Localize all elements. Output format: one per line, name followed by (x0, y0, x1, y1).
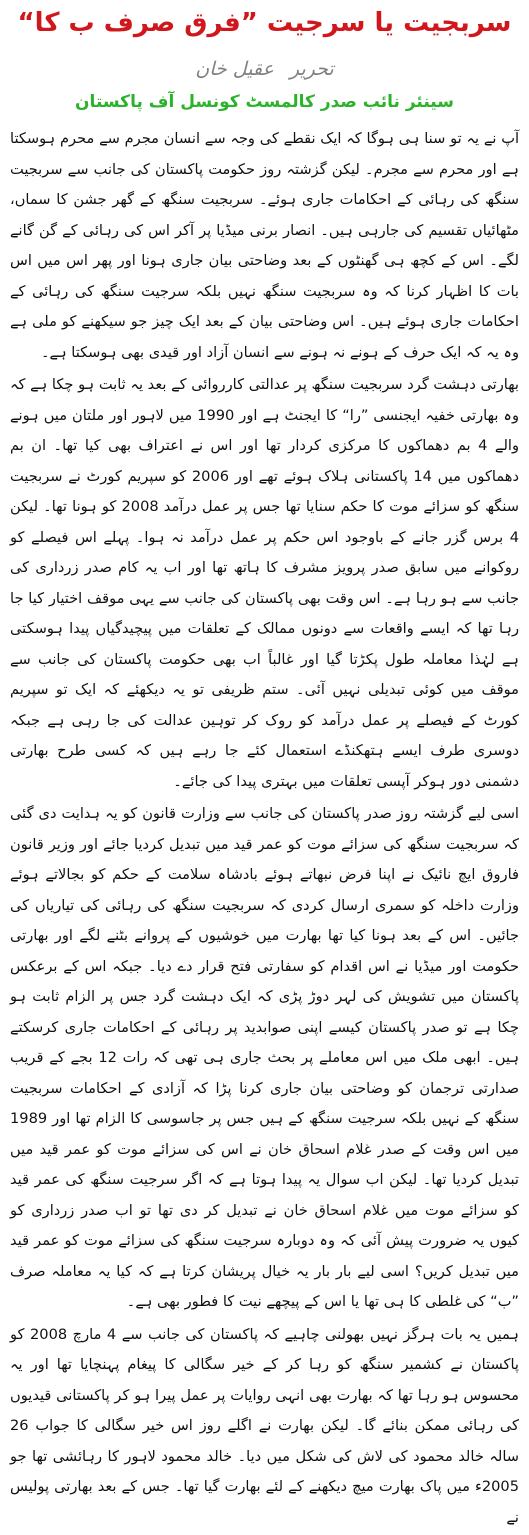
article-header (0, 0, 529, 120)
article-title: سربجیت یا سرجیت ”فرق صرف ب کا“ (17, 8, 512, 38)
paragraph-3: اسی لیے گزشتہ روز صدر پاکستان کی جانب سے وزارت قانون کو یہ ہدایت دی گئی کہ سربجیت سنگھ کی سزائے موت کو عمر قید میں تبدیل کردیا جائے اور وزیر قانون فاروق ایچ نائیک نے اپنا فرض نبھاتے ہوئے بادشاہ سلامت کے حکم کو بجالاتے ہوئے وزارت داخلہ کو سمری ارسال کردی کہ سربجیت سنگھ کی رہائی کی تیاریاں کی جائیں۔ اس کے بعد ہونا کیا تھا بھارت میں خوشیوں کے پروانے بٹنے لگے اور بھارتی حکومت اور میڈیا نے اس اقدام کو سفارتی فتح قرار دے دیا۔ جبکہ اس کے برعکس پاکستان میں تشویش کی لہر دوڑ پڑی کہ ایک دہشت گرد جس پر الزام ثابت ہو چکا ہے تو صدر پاکستان کیسے اپنی صوابدید پر رہائی کے احکامات جاری کرسکتے ہیں۔ ابھی ملک میں اس معاملے پر بحث جاری ہی تھی کہ رات 12 بجے کے قریب صدارتی ترجمان کو وضاحتی بیان جاری کرنا پڑا کہ آزادی کے احکامات سربجیت سنگھ کے نہیں بلکہ سرجیت سنگھ کے ہیں جس پر جاسوسی کا الزام تھا اور 1989 میں اس وقت کے صدر غلام اسحاق خان نے اس کی سزائے موت کو عمر قید میں تبدیل کردیا تھا۔ لیکن اب سوال یہ پیدا ہوتا ہے کہ اگر سرجیت سنگھ کی عمر قید کو سزائے موت میں غلام اسحاق خان نے تبدیل کر دی تھا تو اب صدر زرداری کو کیوں یہ ضرورت پیش آئی کہ وہ دوبارہ سرجیت سنگھ کی سزائے موت کو عمر قید میں تبدیل کریں؟ اسی لیے بار بار یہ خیال پریشان کرتا ہے کہ کیا یہ معاملہ صرف ”ب“ کی غلطی کا ہی تھا یا اس کے پیچھے نیت کا فطور بھی ہے۔ (10, 805, 519, 1310)
byline-label: تحریر (289, 58, 334, 80)
author-position: سینئر نائب صدر کالمسٹ کونسل آف پاکستان (75, 92, 454, 112)
paragraph-1: آپ نے یہ تو سنا ہی ہوگا کہ ایک نقطے کی وجہ سے انسان مجرم سے محرم ہوسکتا ہے اور محرم سے مجرم۔ لیکن گزشتہ روز حکومت پاکستان کی جانب سے سربجیت سنگھ کی رہائی کے احکامات جاری ہوئے۔ سربجیت سنگھ کے گھر جشن کا سماں، مٹھائیاں تقسیم کی جارہی ہیں۔ انصار برنی میڈیا پر آکر اس کی رہائی کے گن گانے لگے۔ اس کے کچھ ہی گھنٹوں کے بعد وضاحتی بیان جاری ہونا اور پھر اس میں اس بات کا اظہار کرنا کہ وہ سربجیت سنگھ نہیں بلکہ سرجیت سنگھ کی رہائی کے احکامات جاری ہوئے ہیں۔ اس وضاحتی بیان کے بعد ایک چیز جو سیکھنے کو ملی ہے وہ یہ کہ ایک حرف کے ہونے نہ ہونے سے انسان آزاد اور قیدی بھی ہوسکتا ہے۔ (10, 130, 519, 361)
author-name: عقیل خان (195, 58, 274, 80)
paragraph-2: بھارتی دہشت گرد سربجیت سنگھ پر عدالتی کارروائی کے بعد یہ ثابت ہو چکا ہے کہ وہ بھارتی خفیہ ایجنسی ”را“ کا ایجنٹ ہے اور 1990 میں لاہور اور ملتان میں ہونے والے 4 بم دھماکوں کا مرکزی کردار تھا اور اس نے اعتراف بھی کیا تھا۔ ان بم دھماکوں میں 14 پاکستانی ہلاک ہوئے تھے اور 2006 کو سپریم کورٹ نے سربجیت سنگھ کو سزائے موت کا حکم سنایا تھا جس پر عمل درآمد 2008 کو ہونا تھا۔ لیکن 4 برس گزر جانے کے باوجود اس حکم پر عمل درآمد نہ ہوا۔ پہلے اس فیصلے کو روکوانے میں سابق صدر پرویز مشرف کا ہاتھ تھا اور اب یہ کام صدر زرداری کی جانب سے ہو رہا ہے۔ اس وقت بھی پاکستان کی جانب سے یہی موقف اختیار کیا جا رہا تھا کہ ایسے واقعات سے دونوں ممالک کے تعلقات میں پیچیدگیاں پیدا ہوسکتی ہے لہٰذا معاملہ طول پکڑتا گیا اور غالباً اب بھی حکومت پاکستان کی جانب سے موقف میں کوئی تبدیلی نہیں آئی۔ ستم ظریفی تو یہ دیکھئے کہ ایک تو سپریم کورٹ کے فیصلے پر عمل درآمد کو روک کر توہین عدالت کی جا رہی ہے جبکہ دوسری طرف ایسے ہتھکنڈے استعمال کئے جا رہے ہیں کہ کسی طرح بھارتی دشمنی دور ہوکر آپسی تعلقات میں بہتری پیدا کی جائے۔ (10, 376, 519, 790)
paragraph-4: ہمیں یہ بات ہرگز نہیں بھولنی چاہیے کہ پاکستان کی جانب سے 4 مارچ 2008 کو پاکستان نے کشمیر سنگھ کو رہا کر کے خیر سگالی کا پیغام پہنچایا تھا اور یہ محسوس ہو رہا تھا کہ بھارت بھی انہی روایات پر عمل پیرا ہو کر پاکستانی قیدیوں کی رہائی ممکن بنائے گا۔ لیکن بھارت نے اگلے روز اس خیر سگالی کا جواب 26 سالہ خالد محمود کی لاش کی شکل میں دیا۔ خالد محمود لاہور کا رہائشی تھا جو 2005ء میں پاک بھارت میچ دیکھنے کے لئے بھارت گیا تھا۔ جس کے بعد بھارتی پولیس نے (10, 1325, 519, 1526)
article-body (10, 124, 519, 1535)
byline (0, 56, 529, 82)
